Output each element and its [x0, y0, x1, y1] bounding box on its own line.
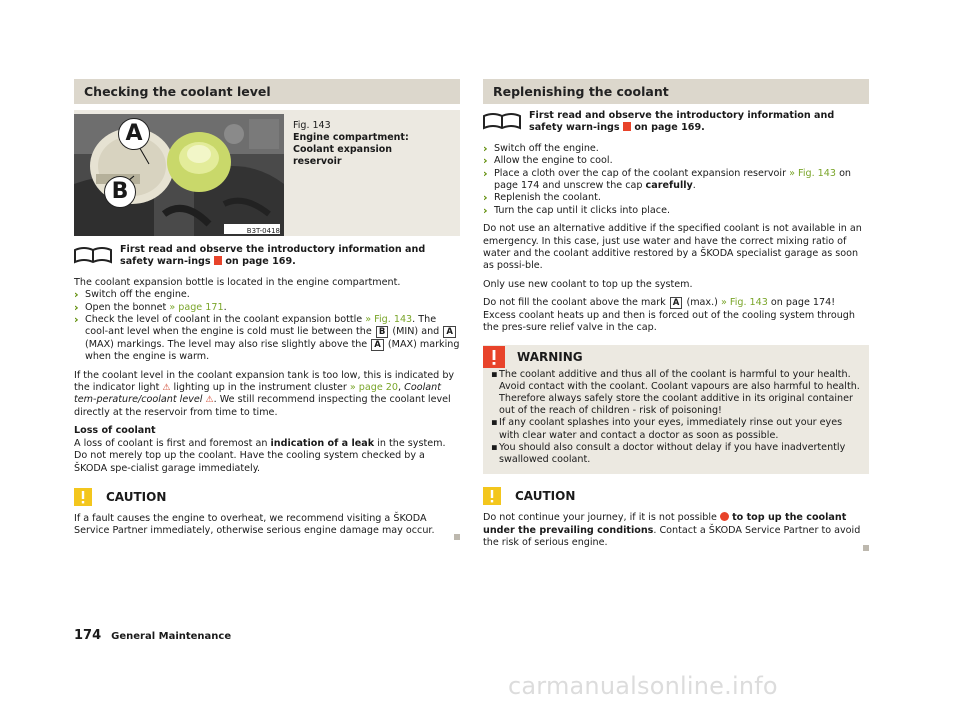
- page-link[interactable]: » page 20: [349, 382, 399, 394]
- warning-mini-icon: [623, 122, 631, 131]
- key-label-b: B: [376, 326, 388, 338]
- key-label-a: A: [670, 297, 683, 309]
- paragraph: A loss of coolant is first and foremost an indication of a leak in the system. Do not merely top up the coolant. Have the cooling system checked by a ŠKODA spe-cialist garage immediately.: [74, 437, 446, 474]
- figure-box: [74, 110, 460, 236]
- list-item: › Allow the engine to cool.: [483, 154, 613, 168]
- figure-code: B3T-0418: [246, 227, 280, 235]
- paragraph: The coolant expansion bottle is located in the engine compartment.: [74, 276, 401, 288]
- engine-photo: [74, 114, 284, 236]
- caution-header: [483, 484, 869, 508]
- steps-list: [483, 143, 869, 217]
- caution-title: CAUTION: [515, 489, 576, 504]
- figure-link[interactable]: » Fig. 143: [720, 297, 768, 309]
- open-book-icon: [483, 112, 521, 130]
- list-item: › Replenish the coolant.: [483, 191, 601, 205]
- stop-icon: [720, 512, 729, 521]
- paragraph: Do not use an alternative additive if the specified coolant is not available in an emergency. In this case, just use water and have the correct mixing ratio of water and the coolant additive restored by a ŠKODA specialist garage as soon as possi-ble.: [483, 223, 862, 272]
- warning-header: [483, 345, 861, 369]
- paragraph: If the coolant level in the coolant expansion tank is too low, this is indicated by the indicator light ⚠ lighting up in the instrument cluster » page 20, Coolant tem-perature/coolant level ⚠. We still recommend inspecting the coolant level directly at the reservoir from time to time.: [74, 369, 455, 418]
- page-number: 174: [74, 628, 102, 643]
- figure-caption: [293, 120, 443, 168]
- warning-item: ▪ If any coolant splashes into your eyes, immediately rinse out your eyes with clear water and contact a doctor as soon as possible.: [491, 417, 843, 441]
- caution-text: If a fault causes the engine to overheat, we recommend visiting a ŠKODA Service Partner immediately, otherwise serious engine damage may occur.: [74, 512, 435, 537]
- list-item: › Switch off the engine.: [74, 288, 190, 302]
- warning-mini-icon: [214, 256, 222, 265]
- key-label-a: A: [371, 339, 384, 351]
- figure-label: Fig. 143: [293, 120, 331, 131]
- end-mark: [454, 534, 460, 540]
- callout-b: B: [104, 176, 136, 208]
- figure-caption-text: Engine compartment: Coolant expansion reservoir: [293, 132, 409, 167]
- key-label-a: A: [443, 326, 456, 338]
- warning-title: WARNING: [517, 349, 583, 364]
- caution-icon: [483, 487, 501, 505]
- list-item: › Place a cloth over the cap of the coolant expansion reservoir » Fig. 143 on page 174 and unscrew the cap carefully.: [483, 166, 852, 192]
- intro-text: First read and observe the introductory information and safety warn-ings on page 169.: [120, 244, 426, 268]
- page-title: General Maintenance: [111, 631, 232, 642]
- coolant-warning-icon: ⚠: [162, 383, 171, 394]
- page-footer: [74, 628, 231, 643]
- right-column: [483, 79, 869, 549]
- open-book-icon: [74, 246, 112, 264]
- subheading: Loss of coolant: [74, 425, 156, 437]
- list-item: › Check the level of coolant in the coolant expansion bottle » Fig. 143. The cool-ant level when the engine is cold must lie between the B (MIN) and A (MAX) markings. The level may also rise slightly above the A (MAX) marking when the engine is warm.: [74, 313, 460, 363]
- page-link[interactable]: » page 171: [169, 301, 224, 313]
- intro-block: [483, 110, 869, 135]
- list-item: › Turn the cap until it clicks into place.: [483, 203, 671, 217]
- caution-icon: [74, 488, 92, 506]
- paragraph: Do not fill the coolant above the mark A (max.) » Fig. 143 on page 174! Excess coolant heats up and then is forced out of the cooling system through the pres-sure relief valve in the cap.: [483, 297, 855, 334]
- watermark: carmanualsonline.info: [508, 672, 778, 700]
- coolant-warning-icon: ⚠: [205, 395, 214, 406]
- warning-box: [483, 345, 869, 475]
- intro-text: First read and observe the introductory information and safety warn-ings on page 169.: [529, 110, 835, 134]
- section-heading: Checking the coolant level: [74, 79, 460, 104]
- caution-text: Do not continue your journey, if it is not possible to top up the coolant under the prevailing conditions. Contact a ŠKODA Service Partner to avoid the risk of serious engine.: [483, 512, 861, 548]
- caution-title: CAUTION: [106, 489, 167, 504]
- engine-compartment-image: [74, 114, 284, 236]
- warning-item: ▪ The coolant additive and thus all of the coolant is harmful to your health. Avoid contact with the coolant. Coolant vapours are also harmful to health. Therefore always safely store the coolant additive in its original container out of the reach of children - risk of poisoning!: [491, 368, 860, 417]
- figure-link[interactable]: » Fig. 143: [365, 314, 413, 326]
- warning-item: ▪ You should also consult a doctor without delay if you have inadvertently swallowed coolant.: [491, 441, 846, 465]
- callout-a: A: [118, 118, 150, 150]
- intro-block: [74, 244, 460, 269]
- section-heading: Replenishing the coolant: [483, 79, 869, 104]
- paragraph: Only use new coolant to top up the system.: [483, 278, 693, 290]
- list-item: › Open the bonnet » page 171.: [74, 300, 227, 314]
- figure-link[interactable]: » Fig. 143: [789, 167, 836, 179]
- left-column: [74, 79, 460, 538]
- end-mark: [863, 545, 869, 551]
- list-item: › Switch off the engine.: [483, 141, 599, 155]
- caution-header: [74, 485, 460, 509]
- warning-icon: [483, 346, 505, 368]
